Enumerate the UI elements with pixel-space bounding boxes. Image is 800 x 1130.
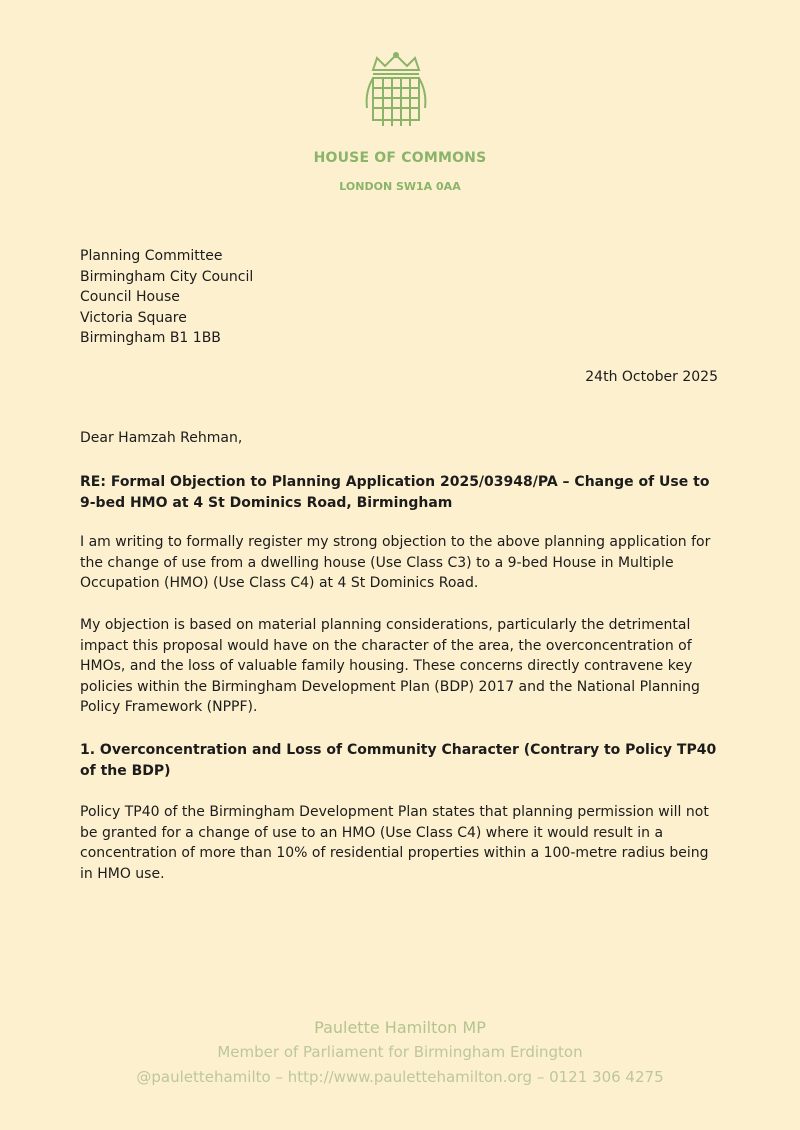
paragraph-objection-basis: My objection is based on material planning considerations, particularly the detrimental impact this proposal would have on the character of the area, the overconcentration of HMOs, and the loss of valuable family housing. These concerns directly contravene key policies within the Birmingham Development Plan (BDP) 2017 and the National Planning Policy Framework (NPPF). <box>80 617 700 715</box>
subject-line: RE: Formal Objection to Planning Application 2025/03948/PA – Change of Use to 9-bed HMO at 4 St Dominics Road, Birmingham <box>80 474 710 511</box>
section-paragraph: Policy TP40 of the Birmingham Development Plan states that planning permission will not be granted for a change of use to an HMO (Use Class C4) where it would result in a concentration of more than 10% of residential properties within a 100-metre radius being in HMO use. <box>80 804 709 882</box>
footer-role: Member of Parliament for Birmingham Erdington <box>217 1043 583 1061</box>
section-heading: 1. Overconcentration and Loss of Community Character (Contrary to Policy TP40 of the BDP) <box>80 742 717 779</box>
portcullis-crest-icon <box>363 52 429 132</box>
footer-name: Paulette Hamilton MP <box>314 1018 486 1037</box>
recipient-line: Birmingham B1 1BB <box>80 330 221 346</box>
recipient-address <box>80 246 253 349</box>
letter-date: 24th October 2025 <box>585 369 718 385</box>
letterhead-address: LONDON SW1A 0AA <box>339 180 461 193</box>
letterhead-house: HOUSE OF COMMONS <box>313 150 487 166</box>
recipient-line: Birmingham City Council <box>80 268 254 285</box>
recipient-line: Planning Committee <box>80 248 223 264</box>
footer-contact: @paulettehamilto – http://www.paulettehamilton.org – 0121 306 4275 <box>136 1068 664 1086</box>
recipient-line: Council House <box>80 289 180 305</box>
paragraph-intro: I am writing to formally register my strong objection to the above planning application for the change of use from a dwelling house (Use Class C3) to a 9-bed House in Multiple Occupation (HMO) (Use Class C4) at 4 St Dominics Road. <box>80 534 711 591</box>
recipient-line: Victoria Square <box>80 309 187 326</box>
salutation: Dear Hamzah Rehman, <box>80 430 243 446</box>
